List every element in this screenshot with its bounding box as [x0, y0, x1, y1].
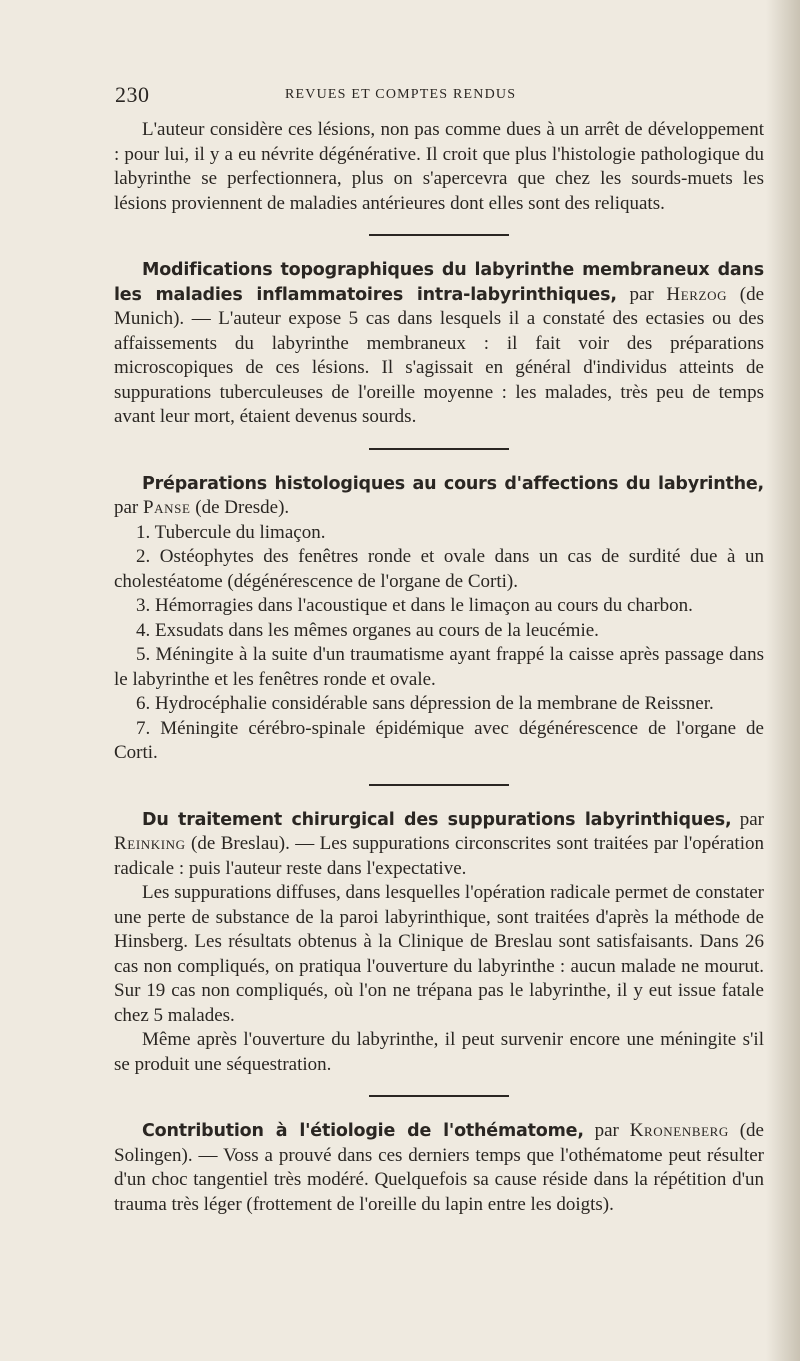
page-content	[114, 118, 764, 1217]
section-divider	[369, 448, 509, 450]
running-head	[115, 82, 765, 112]
section-divider	[369, 234, 509, 236]
article-paragraph: Les suppurations diffuses, dans lesquelles l'opération radicale permet de constater une perte de substance de la paroi labyrinthique, sont traitées d'après la méthode de Hinsberg. Les résultats obtenus à la Clinique de Breslau sont satisfaisants. Dans 26 cas non compliqués, on pratiqua l'ouverture du labyrinthe : aucun malade ne mourut. Sur 19 cas non compliqués, où l'on ne trépana pas le labyrinthe, il y eut issue fatale chez 5 malades.	[114, 882, 764, 1026]
intro-paragraph: L'auteur considère ces lésions, non pas comme dues à un arrêt de développement : pour lui, il y a eu névrite dégénérative. Il croit que plus l'histologie pathologique du labyrinthe se perfectionnera, plus on s'apercevra que chez les sourds-muets les lésions proviennent de maladies antérieures dont elles sont des reliquats.	[114, 119, 764, 214]
list-item: 1. Tubercule du limaçon.	[136, 521, 326, 543]
article-title: Préparations histologiques au cours d'affections du labyrinthe,	[142, 473, 764, 494]
list-item: 6. Hydrocéphalie considérable sans dépression de la membrane de Reissner.	[136, 693, 714, 714]
article-author: Kronenberg	[629, 1120, 729, 1141]
article-herzog	[114, 258, 764, 430]
article-by: par	[739, 808, 764, 830]
article-location: (de Solingen).	[114, 1120, 764, 1166]
article-title: Contribution à l'étiologie de l'othématome,	[142, 1121, 584, 1141]
article-author: Reinking	[114, 833, 186, 854]
article-by: par	[629, 283, 654, 305]
article-kronenberg	[114, 1119, 764, 1217]
running-title: REVUES ET COMPTES RENDUS	[285, 87, 517, 102]
article-location: (de Dresde).	[195, 497, 290, 518]
article-location: (de Breslau).	[191, 833, 290, 854]
section-divider	[369, 1095, 509, 1097]
article-paragraph: Même après l'ouverture du labyrinthe, il peut survenir encore une méningite s'il se produit une séquestration.	[114, 1029, 764, 1075]
article-lead	[114, 472, 764, 521]
article-by: par	[594, 1120, 619, 1141]
article-title: Du traitement chirurgical des suppurations labyrinthiques,	[142, 809, 732, 830]
article-reinking	[114, 808, 764, 1078]
section-divider	[369, 784, 509, 786]
list-item: 7. Méningite cérébro-spinale épidémique avec dégénérescence de l'organe de Corti.	[114, 717, 764, 763]
article-author: Panse	[143, 497, 191, 518]
list-item: 2. Ostéophytes des fenêtres ronde et ovale dans un cas de surdité due à un cholestéatome (dégénérescence de l'organe de Corti).	[114, 546, 764, 592]
article-body: — Les suppurations circonscrites sont traitées par l'opération radicale : puis l'auteur reste dans l'expectative.	[114, 833, 764, 879]
article-author: Herzog	[666, 283, 728, 305]
article-body: — L'auteur expose 5 cas dans lesquels il a constaté des ectasies ou des affaissements du labyrinthe membraneux : il fait voir des préparations microscopiques de ces lésions. Il s'agissait en général d'individus atteints de suppurations tuberculeuses de l'oreille moyenne : les malades, très peu de temps avant leur mort, étaient devenus sourds.	[114, 308, 764, 427]
list-item: 5. Méningite à la suite d'un traumatisme ayant frappé la caisse après passage dans le labyrinthe et les fenêtres ronde et ovale.	[114, 644, 764, 690]
list-item: 3. Hémorragies dans l'acoustique et dans le limaçon au cours du charbon.	[136, 595, 693, 616]
article-title: Modifications topographiques du labyrinthe membraneux dans les maladies inflammatoires intra-labyrinthiques,	[114, 260, 764, 305]
article-lead	[114, 258, 764, 430]
article-by: par	[114, 497, 139, 518]
page-number: 230	[115, 82, 150, 107]
article-lead	[114, 1119, 764, 1217]
article-body: — Voss a prouvé dans ces derniers temps que l'othématome peut résulter d'un choc tangentiel très modéré. Quelquefois sa cause réside dans la répétition d'un trauma très léger (frottement de l'oreille du lapin entre les doigts).	[114, 1144, 765, 1215]
list-item: 4. Exsudats dans les mêmes organes au cours de la leucémie.	[136, 619, 599, 641]
article-panse	[114, 472, 764, 766]
article-lead	[114, 808, 764, 882]
article-location: (de Munich).	[114, 283, 765, 329]
